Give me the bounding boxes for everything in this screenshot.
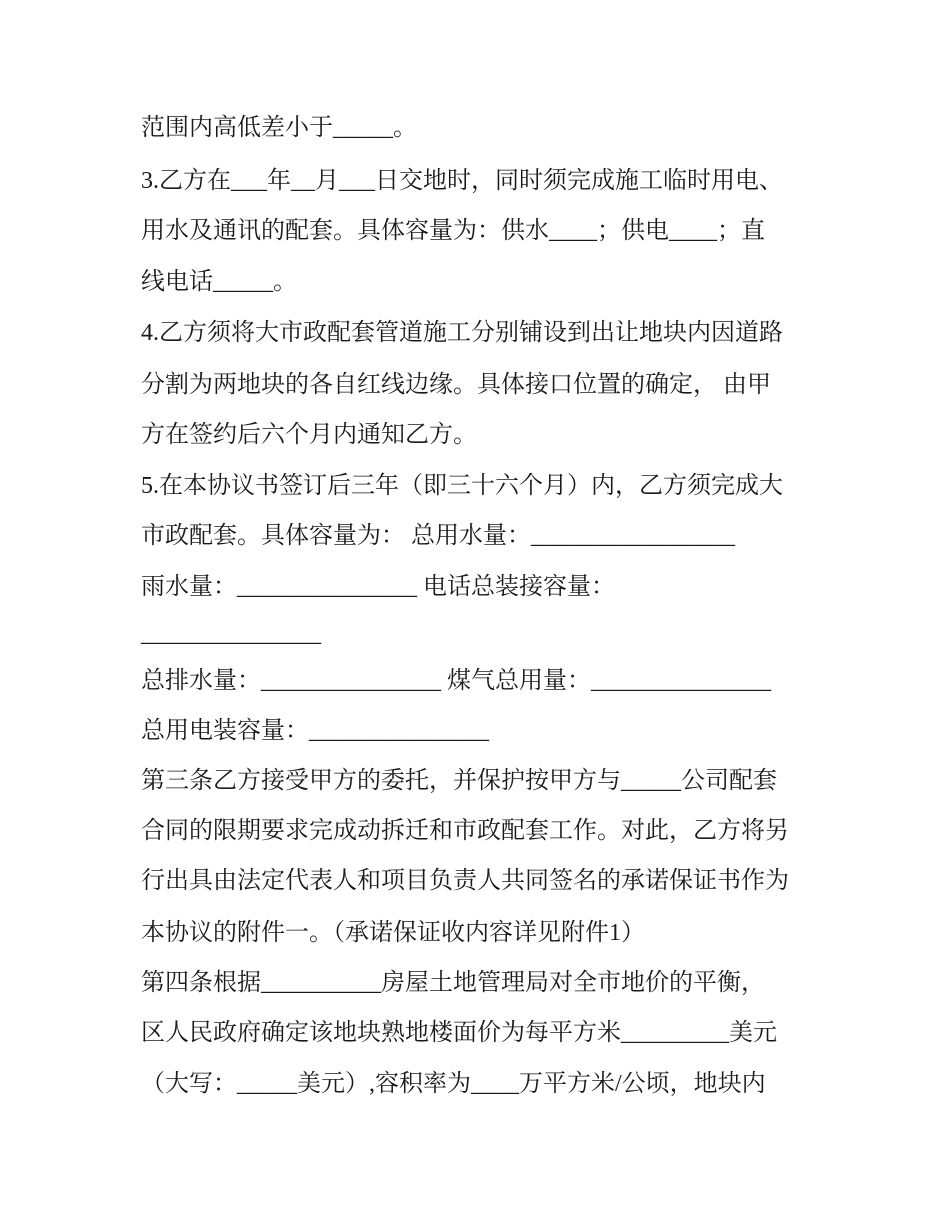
text-line: 雨水量：_______________ 电话总装接容量： [141, 574, 615, 600]
text-line: 5.在本协议书签订后三年（即三十六个月）内，乙方须完成大 [141, 473, 783, 499]
text-line: 行出具由法定代表人和项目负责人共同签名的承诺保证书作为 [141, 868, 789, 894]
text-line: 第四条根据__________房屋土地管理局对全市地价的平衡， [141, 970, 765, 996]
text-line: 分割为两地块的各自红线边缘。具体接口位置的确定， 由甲 [141, 372, 771, 398]
text-line: 市政配套。具体容量为： 总用水量：_________________ [141, 523, 735, 549]
text-line: （大写：_____美元）,容积率为____万平方米/公顷，地块内 [141, 1071, 766, 1097]
text-line: 方在签约后六个月内通知乙方。 [141, 422, 477, 448]
text-line: 范围内高低差小于_____。 [141, 115, 417, 141]
text-line: 3.乙方在___年__月___日交地时，同时须完成施工临时用电、 [141, 168, 783, 194]
text-line: _______________ [141, 621, 321, 647]
text-line: 第三条乙方接受甲方的委托，并保护按甲方与_____公司配套 [141, 768, 777, 794]
text-line: 合同的限期要求完成动拆迁和市政配套工作。对此，乙方将另 [141, 818, 789, 844]
text-line: 区人民政府确定该地块熟地楼面价为每平方米_________美元 [141, 1020, 777, 1046]
text-line: 总排水量：_______________ 煤气总用量：_______________ [141, 668, 771, 694]
text-line: 线电话_____。 [141, 269, 297, 295]
text-line: 本协议的附件一。（承诺保证收内容详见附件1） [141, 920, 645, 946]
text-line: 用水及通讯的配套。具体容量为：供水____；供电____；直 [141, 218, 765, 244]
text-line: 4.乙方须将大市政配套管道施工分别铺设到出让地块内因道路 [141, 320, 783, 346]
text-line: 总用电装容量：_______________ [141, 718, 489, 744]
